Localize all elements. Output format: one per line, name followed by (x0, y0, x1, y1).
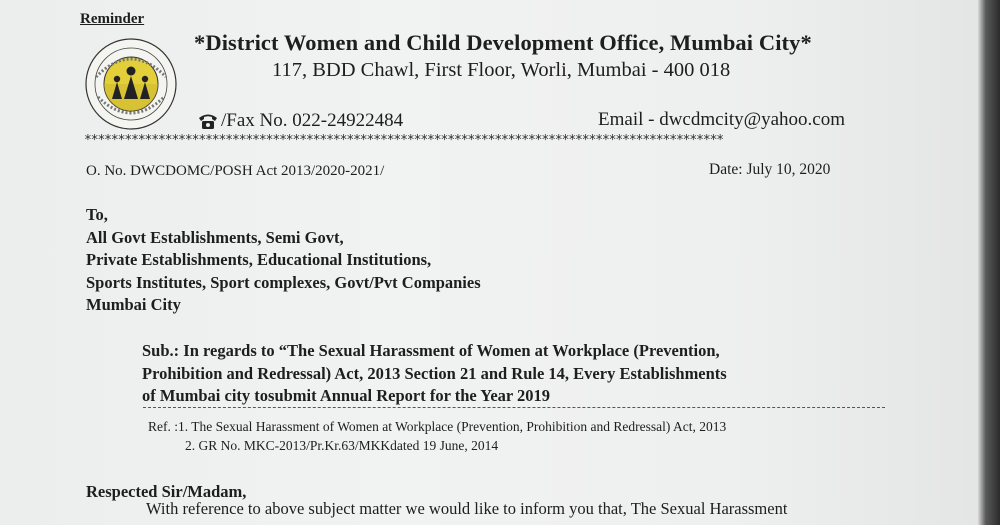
telephone-icon (197, 112, 219, 130)
letter-date: Date: July 10, 2020 (709, 161, 831, 178)
subject-line: Prohibition and Redressal) Act, 2013 Section 21 and Rule 14, Every Establishments (142, 363, 727, 383)
recipients-block (86, 204, 481, 317)
reference-line: 2. GR No. MKC-2013/Pr.Kr.63/MKKdated 19 June, 2014 (185, 438, 499, 453)
page-edge-shadow (978, 0, 1000, 525)
subject-block (142, 340, 842, 408)
references-block (148, 417, 726, 455)
phone-fax-text: /Fax No. 022-24922484 (221, 110, 404, 131)
office-address: 117, BDD Chawl, First Floor, Worli, Mumbai - 400 018 (272, 59, 731, 81)
recipient-line: Mumbai City (86, 295, 181, 314)
phone-fax (197, 110, 403, 132)
reference-line: Ref. :1. The Sexual Harassment of Women at Workplace (Prevention, Prohibition and Redressal) Act, 2013 (148, 419, 727, 434)
order-number: O. No. DWCDOMC/POSH Act 2013/2020-2021/ (86, 163, 385, 179)
subject-divider (143, 407, 885, 408)
dwcd-emblem-icon (84, 37, 178, 131)
salutation: Respected Sir/Madam, (86, 482, 247, 501)
subject-line: of Mumbai city tosubmit Annual Report for the Year 2019 (142, 386, 551, 405)
header-separator: *********************************************************************************************** (84, 133, 724, 148)
office-name: *District Women and Child Development Office, Mumbai City* (194, 30, 812, 55)
recipient-line: All Govt Establishments, Semi Govt, (86, 227, 344, 247)
reminder-label: Reminder (80, 11, 145, 27)
recipient-line: Private Establishments, Educational Institutions, (86, 250, 432, 269)
email-address: Email - dwcdmcity@yahoo.com (598, 109, 846, 130)
recipient-line: Sports Institutes, Sport complexes, Govt/Pvt Companies (86, 272, 481, 292)
recipient-line: To, (86, 205, 108, 224)
body-first-line: With reference to above subject matter we would like to inform you that, The Sexual Harassment (146, 499, 788, 518)
subject-line: Sub.: In regards to “The Sexual Harassment of Women at Workplace (Prevention, (142, 341, 720, 360)
